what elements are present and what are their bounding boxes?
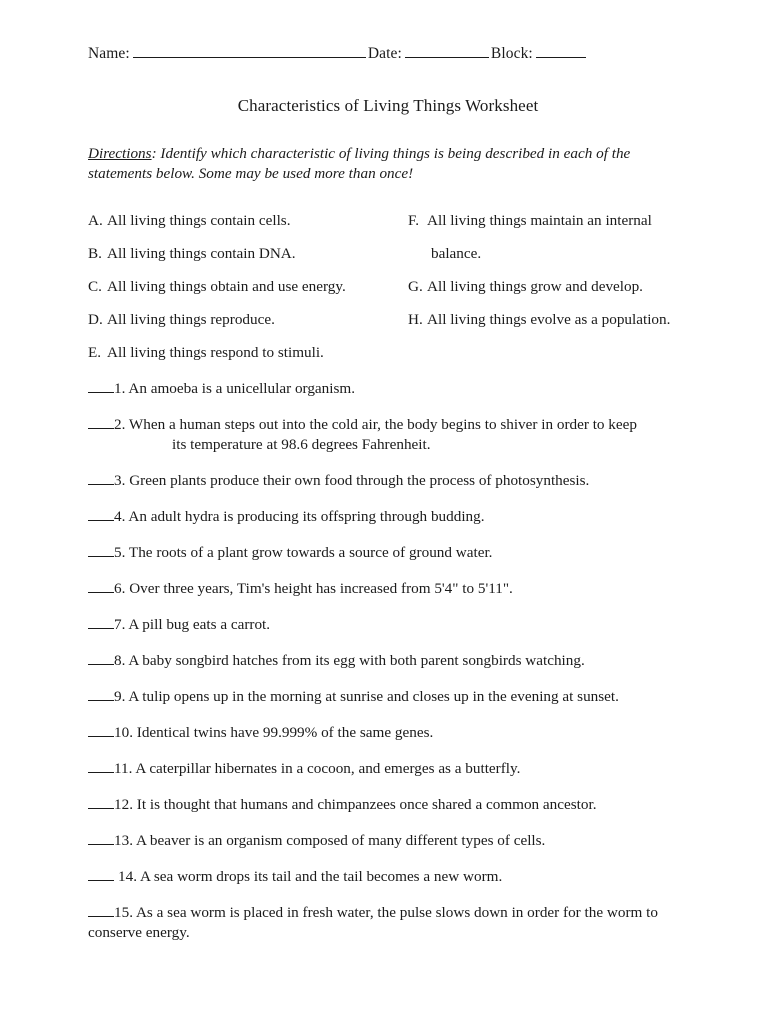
choice-h-text: All living things evolve as a population. bbox=[427, 311, 671, 328]
question-item bbox=[88, 543, 688, 563]
directions-paragraph bbox=[88, 144, 660, 183]
answer-blank[interactable] bbox=[88, 724, 114, 737]
choice-c bbox=[88, 277, 408, 297]
question-item bbox=[88, 471, 688, 491]
answer-blank[interactable] bbox=[88, 416, 114, 429]
answer-blank[interactable] bbox=[88, 616, 114, 629]
question-text: A baby songbird hatches from its egg with both parent songbirds watching. bbox=[128, 652, 585, 669]
question-number: 15. bbox=[114, 904, 133, 921]
block-label: Block: bbox=[490, 45, 533, 62]
student-info-line bbox=[88, 44, 688, 64]
choice-g-letter: G. bbox=[408, 278, 423, 295]
question-text: Identical twins have 99.999% of the same genes. bbox=[136, 724, 434, 741]
question-number: 14. bbox=[118, 868, 137, 885]
question-item bbox=[88, 831, 688, 851]
question-text: A beaver is an organism composed of many different types of cells. bbox=[135, 832, 546, 849]
answer-blank[interactable] bbox=[88, 904, 114, 917]
question-item bbox=[88, 507, 688, 527]
choice-c-letter: C. bbox=[88, 278, 102, 295]
question-number: 8. bbox=[114, 652, 126, 669]
question-number: 9. bbox=[114, 688, 126, 705]
question-text: A tulip opens up in the morning at sunrise and closes up in the evening at sunset. bbox=[128, 688, 619, 705]
question-number: 11. bbox=[114, 760, 133, 777]
name-blank[interactable] bbox=[133, 44, 366, 58]
question-text: It is thought that humans and chimpanzees once shared a common ancestor. bbox=[136, 796, 597, 813]
answer-blank[interactable] bbox=[88, 508, 114, 521]
page-title: Characteristics of Living Things Worksheet bbox=[237, 96, 539, 115]
question-text: A caterpillar hibernates in a cocoon, and emerges as a butterfly. bbox=[135, 760, 521, 777]
answer-blank[interactable] bbox=[88, 472, 114, 485]
choice-f-text: All living things maintain an internal bbox=[427, 212, 652, 229]
question-number: 7. bbox=[114, 616, 126, 633]
question-number: 13. bbox=[114, 832, 133, 849]
choice-a bbox=[88, 211, 408, 231]
answer-blank[interactable] bbox=[88, 544, 114, 557]
choice-d-letter: D. bbox=[88, 311, 103, 328]
answer-blank[interactable] bbox=[88, 796, 114, 809]
question-number: 4. bbox=[114, 508, 126, 525]
question-text: Green plants produce their own food through the process of photosynthesis. bbox=[129, 472, 590, 489]
answer-choices-left-column bbox=[88, 211, 408, 376]
question-number: 6. bbox=[114, 580, 126, 597]
answer-blank[interactable] bbox=[88, 760, 114, 773]
question-item bbox=[88, 687, 688, 707]
question-text: A pill bug eats a carrot. bbox=[128, 616, 271, 633]
question-item bbox=[88, 795, 688, 815]
question-number: 5. bbox=[114, 544, 126, 561]
question-text-second-line: its temperature at 98.6 degrees Fahrenheit. bbox=[172, 436, 431, 453]
choice-f-letter: F. bbox=[408, 212, 420, 229]
choice-e-letter: E. bbox=[88, 344, 102, 361]
choice-a-letter: A. bbox=[88, 212, 103, 229]
question-number: 1. bbox=[114, 380, 126, 397]
choice-g-text: All living things grow and develop. bbox=[427, 278, 643, 295]
directions-label: Directions bbox=[88, 145, 152, 162]
question-item bbox=[88, 903, 688, 943]
answer-blank[interactable] bbox=[88, 688, 114, 701]
date-blank[interactable] bbox=[405, 44, 489, 58]
question-text: When a human steps out into the cold air, the body begins to shiver in order to keep bbox=[128, 416, 637, 433]
question-text: A sea worm drops its tail and the tail becomes a new worm. bbox=[139, 868, 503, 885]
question-item bbox=[88, 867, 688, 887]
choice-g bbox=[408, 277, 708, 297]
answer-blank[interactable] bbox=[88, 652, 114, 665]
directions-text: : Identify which characteristic of living things is being described in each of the statements below. Some may be used more than once! bbox=[88, 145, 631, 182]
question-list bbox=[88, 379, 688, 943]
choice-f bbox=[408, 211, 708, 231]
question-text: Over three years, Tim's height has increased from 5'4" to 5'11". bbox=[129, 580, 513, 597]
question-text: An adult hydra is producing its offspring through budding. bbox=[128, 508, 485, 525]
block-blank[interactable] bbox=[536, 44, 586, 58]
question-text: An amoeba is a unicellular organism. bbox=[128, 380, 355, 397]
question-item bbox=[88, 723, 688, 743]
worksheet-content bbox=[88, 44, 688, 959]
choice-b bbox=[88, 244, 408, 264]
question-item bbox=[88, 615, 688, 635]
question-number: 12. bbox=[114, 796, 133, 813]
answer-blank[interactable] bbox=[88, 832, 114, 845]
choice-b-letter: B. bbox=[88, 245, 102, 262]
choice-b-text: All living things contain DNA. bbox=[107, 245, 296, 262]
question-item bbox=[88, 415, 730, 455]
question-item bbox=[88, 759, 688, 779]
answer-blank[interactable] bbox=[88, 868, 114, 881]
choice-h bbox=[408, 310, 708, 330]
name-label: Name: bbox=[88, 45, 130, 62]
answer-choices bbox=[88, 211, 688, 361]
question-number: 10. bbox=[114, 724, 133, 741]
question-item bbox=[88, 651, 688, 671]
choice-c-text: All living things obtain and use energy. bbox=[107, 278, 346, 295]
question-text: As a sea worm is placed in fresh water, the pulse slows down in order for the worm to conserve energy. bbox=[88, 904, 658, 941]
choice-d bbox=[88, 310, 408, 330]
choice-h-letter: H. bbox=[408, 311, 423, 328]
question-item bbox=[88, 379, 688, 399]
choice-e-text: All living things respond to stimuli. bbox=[107, 344, 324, 361]
date-label: Date: bbox=[367, 45, 402, 62]
question-text: The roots of a plant grow towards a source of ground water. bbox=[128, 544, 493, 561]
choice-a-text: All living things contain cells. bbox=[107, 212, 291, 229]
question-item bbox=[88, 579, 688, 599]
choice-f-continuation: balance. bbox=[431, 245, 482, 262]
answer-blank[interactable] bbox=[88, 380, 114, 393]
answer-blank[interactable] bbox=[88, 580, 114, 593]
choice-e bbox=[88, 343, 408, 363]
question-number: 2. bbox=[114, 416, 126, 433]
answer-choices-right-column bbox=[408, 211, 708, 343]
question-number: 3. bbox=[114, 472, 126, 489]
choice-d-text: All living things reproduce. bbox=[107, 311, 275, 328]
